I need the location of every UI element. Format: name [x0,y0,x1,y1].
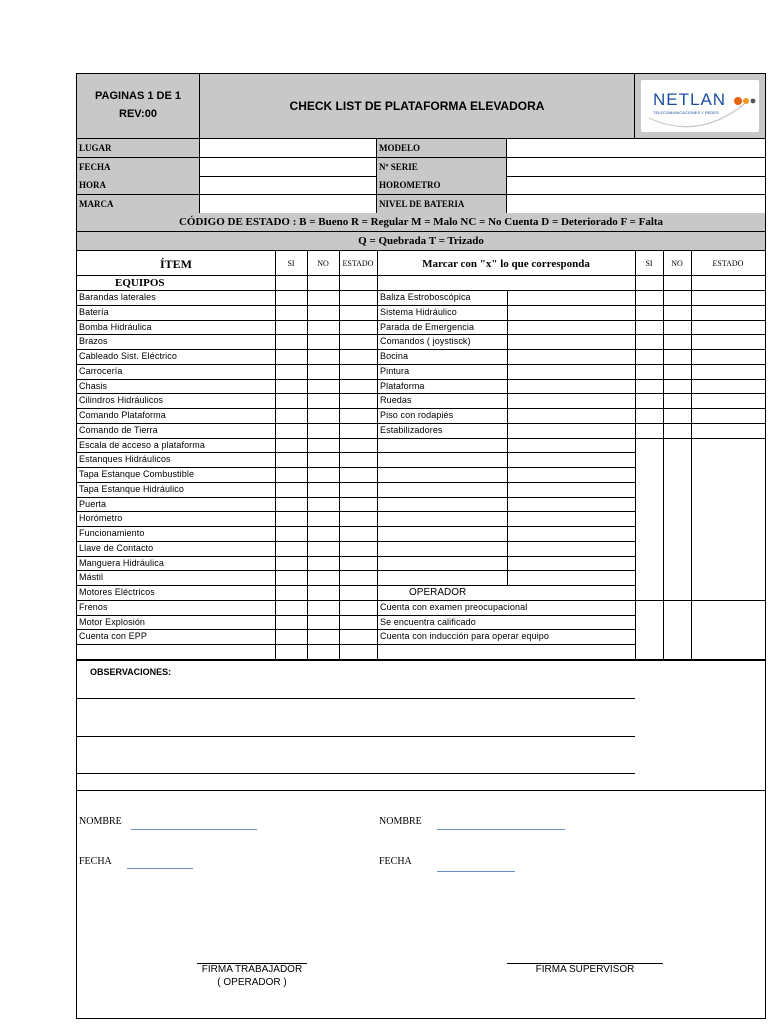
grid-hline [77,511,377,512]
grid-hline [77,305,377,306]
header-item: ÍTEM [159,257,192,271]
grid-hline [77,497,377,498]
header-si: SI [287,259,295,268]
grid-hline [377,320,765,321]
pages-label: PAGINAS 1 DE 1 [95,90,181,102]
grid-vline [275,251,276,659]
list-item: Comandos ( joystisck) [380,336,471,346]
list-item: Cilindros Hidráulicos [79,395,164,405]
grid-hline [377,511,635,512]
grid-vline [635,251,636,659]
grid-hline [377,644,635,645]
nombre-left-field[interactable] [131,829,257,830]
title-cell [200,74,635,139]
logo-subtitle: TELECOMUNICACIONES Y REDES [653,110,719,115]
grid-hline [377,600,635,601]
grid-hline [77,452,377,453]
list-item: Batería [79,307,109,317]
grid-vline [377,251,378,659]
header-estado-right: ESTADO [712,259,744,268]
logo [641,80,759,132]
list-item: Manguera Hidráulica [79,558,164,568]
grid-hline [77,467,377,468]
firma-trabajador-label: FIRMA TRABAJADOR [201,964,303,975]
codigo-estado-line2: Q = Quebrada T = Trizado [77,232,765,251]
grid-hline [77,423,377,424]
fecha-right-field[interactable] [437,871,515,872]
grid-hline [377,541,635,542]
nombre-right-field[interactable] [437,829,565,830]
grid-hline [77,570,377,571]
checklist-sheet [76,73,766,1019]
header-marcar: Marcar con "x" lo que corresponda [422,258,590,270]
grid-hline [77,615,377,616]
section-equipos: EQUIPOS [115,277,165,289]
list-item: Motores Eléctricos [79,587,155,597]
operador-title: OPERADOR [409,587,467,598]
list-item: Bomba Hidráulica [79,322,152,332]
info-value-field[interactable] [507,176,765,195]
list-item: Comando Plataforma [79,410,166,420]
info-value-field[interactable] [200,139,377,158]
grid-vline [507,438,508,586]
info-value-field[interactable] [507,195,765,214]
grid-hline [77,290,377,291]
fecha-left-field[interactable] [127,868,193,869]
grid-hline [77,556,377,557]
grid-hline [377,556,635,557]
list-item: Carrocería [79,366,123,376]
grid-hline [77,408,377,409]
observaciones-line[interactable] [77,736,635,737]
list-item: Barandas laterales [79,292,156,302]
list-item: Comando de Tierra [79,425,158,435]
list-item: Chasis [79,381,108,391]
list-item: Tapa Estanque Hidráulico [79,484,184,494]
grid-hline [377,408,765,409]
grid-hline [377,438,765,439]
grid-hline [377,334,765,335]
info-label: Nº SERIE [377,158,507,177]
info-label: HOROMETRO [377,176,507,195]
grid-hline [77,334,377,335]
grid-hline [377,379,765,380]
grid-hline [77,393,377,394]
grid-hline [377,482,635,483]
list-item: Frenos [79,602,108,612]
grid-hline [377,467,635,468]
info-label: MARCA [77,195,200,214]
table-header [77,251,765,276]
list-item: Brazos [79,336,108,346]
list-item: Puerta [79,499,107,509]
grid-hline [77,349,377,350]
grid-hline [377,497,635,498]
list-item: Sistema Hidráulico [380,307,457,317]
grid-hline [77,482,377,483]
list-item: Pintura [380,366,410,376]
header-no: NO [317,259,329,268]
grid-hline [77,644,377,645]
list-item: Mástil [79,572,104,582]
list-item: Horómetro [79,513,123,523]
operador-paren-label: ( OPERADOR ) [217,977,287,988]
grid-hline [77,320,377,321]
list-item: Piso con rodapiés [380,410,454,420]
grid-hline [77,438,377,439]
fecha-left-label: FECHA [79,856,112,867]
grid-vline [691,251,692,659]
list-item: Estanques Hidráulicos [79,454,171,464]
grid-hline [77,526,377,527]
page-title: CHECK LIST DE PLATAFORMA ELEVADORA [289,99,545,113]
list-item: Motor Explosión [79,617,146,627]
grid-hline [377,305,765,306]
list-item: Tapa Estanque Combustible [79,469,195,479]
firma-supervisor-label: FIRMA SUPERVISOR [535,964,635,975]
grid-hline [377,349,765,350]
observaciones-divider [77,660,765,661]
list-item: Escala de acceso a plataforma [79,440,205,450]
info-label: FECHA [77,158,200,177]
nombre-right-label: NOMBRE [379,816,422,827]
info-value-field[interactable] [200,176,377,195]
logo-text: NETLAN [653,90,727,109]
grid-hline [77,364,377,365]
rev-label: REV:00 [119,108,157,120]
list-item: Bocina [380,351,409,361]
info-value-field[interactable] [507,139,765,158]
grid-hline [377,615,635,616]
grid-hline [377,423,765,424]
grid-vline [307,251,308,659]
observaciones-label: OBSERVACIONES: [90,667,172,677]
grid-hline [377,570,635,571]
observaciones-line[interactable] [77,698,635,699]
grid-vline [663,251,664,659]
info-value-field[interactable] [200,158,377,177]
list-item: Funcionamiento [79,528,145,538]
info-label: MODELO [377,139,507,158]
grid-hline [377,452,635,453]
info-value-field[interactable] [200,195,377,214]
logo-cell [635,74,765,139]
header-no-right: NO [671,259,683,268]
grid-hline [377,629,635,630]
page-info-cell [77,74,200,139]
list-item: Parada de Emergencia [380,322,475,332]
list-item: Ruedas [380,395,412,405]
list-item: Estabilizadores [380,425,443,435]
fecha-right-label: FECHA [379,856,412,867]
list-item: Llave de Contacto [79,543,154,553]
header-si-right: SI [645,259,653,268]
list-item: Cuenta con examen preocupacional [380,602,528,612]
grid-hline [77,600,377,601]
grid-hline [77,541,377,542]
grid-hline [77,585,377,586]
grid-hline [377,364,765,365]
info-label: HORA [77,176,200,195]
signature-divider [77,790,765,791]
nombre-left-label: NOMBRE [79,816,122,827]
list-item: Baliza Estroboscópica [380,292,471,302]
grid-hline [377,526,635,527]
list-item: Plataforma [380,381,425,391]
info-label: NIVEL DE BATERIA [377,195,507,214]
grid-hline [377,585,635,586]
header-estado: ESTADO [342,259,374,268]
info-value-field[interactable] [507,158,765,177]
grid-hline [77,629,377,630]
list-item: Cuenta con EPP [79,631,147,641]
grid-hline [635,600,765,601]
list-item: Se encuentra calificado [380,617,476,627]
grid-hline [377,393,765,394]
observaciones-line[interactable] [77,773,635,774]
grid-hline [377,290,765,291]
list-item: Cuenta con inducción para operar equipo [380,631,550,641]
grid-hline [77,379,377,380]
list-item: Cableado Sist. Eléctrico [79,351,177,361]
info-label: LUGAR [77,139,200,158]
grid-vline [339,251,340,659]
codigo-estado-line1: CÓDIGO DE ESTADO : B = Bueno R = Regular M = Malo NC = No Cuenta D = Deteriorado F = Falta [77,213,765,232]
